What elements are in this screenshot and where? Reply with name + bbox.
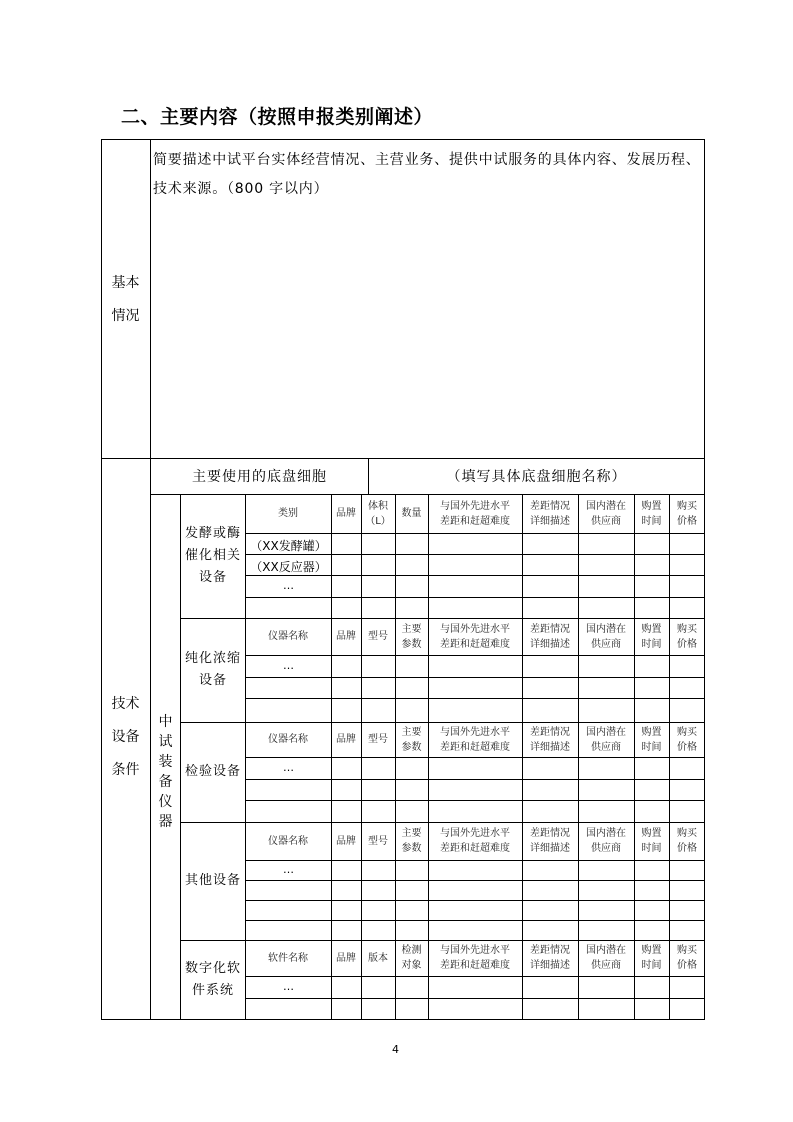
column-header: 差距情况 详细描述 (530, 500, 570, 527)
column-header: 品牌 (336, 508, 356, 519)
equipment-row-name[interactable]: … (283, 579, 294, 592)
column-header: 品牌 (336, 835, 356, 847)
basic-info-label: 基本 情况 (111, 275, 140, 324)
column-header: 购买 价格 (677, 726, 697, 753)
row-divider (245, 800, 705, 801)
header-divider (245, 533, 705, 534)
equipment-row-name[interactable]: … (283, 980, 294, 993)
column-header: 国内潜在 供应商 (586, 623, 626, 650)
column-header: 品牌 (336, 631, 356, 642)
column-header: 国内潜在 供应商 (586, 726, 626, 753)
row-divider (245, 575, 705, 576)
equipment-row-name[interactable]: … (283, 863, 294, 876)
row-divider (245, 698, 705, 699)
basic-info-description[interactable]: 简要描述中试平台实体经营情况、主营业务、提供中试服务的具体内容、发展历程、技术来源。（800 字以内） (153, 152, 701, 197)
header-divider (245, 655, 705, 656)
row-divider (245, 554, 705, 555)
column-header: 软件名称 (268, 952, 308, 964)
chassis-value[interactable]: （填写具体底盘细胞名称） (446, 469, 627, 485)
equipment-group-name: 数字化软 件系统 (184, 961, 241, 998)
column-header: 购置 时间 (641, 945, 662, 971)
group-divider (180, 618, 705, 619)
column-header: 仪器名称 (268, 835, 308, 847)
section-heading: 二、主要内容（按照申报类别阐述） (121, 106, 434, 128)
chassis-divider (368, 458, 369, 494)
page-number: 4 (392, 1043, 399, 1056)
column-header: 版本 (368, 952, 388, 964)
column-header: 国内潜在 供应商 (586, 500, 626, 527)
column-header: 品牌 (336, 734, 356, 745)
group-divider (180, 722, 705, 723)
column-header: 类别 (278, 508, 298, 519)
equipment-group-name: 发酵或酶 催化相关 设备 (184, 526, 241, 585)
column-header: 型号 (368, 734, 388, 745)
row-divider (245, 597, 705, 598)
column-header: 购置 时间 (641, 828, 662, 854)
equipment-group-name: 纯化浓缩 设备 (184, 651, 241, 688)
equipment-row-name[interactable]: … (283, 659, 294, 672)
column-header: 差距情况 详细描述 (530, 623, 570, 650)
column-header: 主要 参数 (401, 623, 422, 650)
column-header: 国内潜在 供应商 (586, 828, 626, 854)
column-header: 与国外先进水平 差距和赶超难度 (440, 500, 510, 527)
column-header: 与国外先进水平 差距和赶超难度 (440, 828, 510, 854)
column-header: 体积 （L） (365, 500, 391, 527)
column-header: 与国外先进水平 差距和赶超难度 (440, 945, 510, 971)
column-header: 主要 参数 (401, 828, 422, 854)
equipment-label: 中 试 装 备 仪 器 (158, 714, 173, 830)
equipment-group-name: 检验设备 (184, 764, 241, 779)
column-header: 国内潜在 供应商 (586, 945, 626, 971)
row-divider (245, 998, 705, 999)
column-header: 购置 时间 (641, 500, 662, 527)
header-divider (245, 860, 705, 861)
header-divider (245, 976, 705, 977)
column-header: 数量 (401, 508, 422, 519)
header-divider (245, 757, 705, 758)
column-header: 差距情况 详细描述 (530, 726, 570, 753)
equipment-row-name[interactable]: … (283, 761, 294, 774)
row-divider (245, 900, 705, 901)
column-header: 差距情况 详细描述 (530, 828, 570, 854)
row-divider (245, 920, 705, 921)
column-header: 与国外先进水平 差距和赶超难度 (440, 623, 510, 650)
chassis-label: 主要使用的底盘细胞 (192, 469, 327, 485)
column-header: 购买 价格 (677, 945, 697, 971)
column-header: 仪器名称 (268, 734, 308, 745)
column-header: 与国外先进水平 差距和赶超难度 (440, 726, 510, 753)
group-divider (180, 940, 705, 941)
equipment-row-name[interactable]: （XX发酵罐） (250, 538, 327, 553)
row-divider (245, 677, 705, 678)
section-divider (101, 458, 705, 459)
column-header: 仪器名称 (268, 631, 308, 642)
group-divider (180, 822, 705, 823)
column-header: 型号 (368, 631, 388, 642)
column-header: 购买 价格 (677, 623, 697, 650)
tech-label: 技术 设备 条件 (111, 696, 140, 778)
row-divider (245, 779, 705, 780)
column-header: 购买 价格 (677, 828, 697, 854)
equipment-row-name[interactable]: （XX反应器） (250, 559, 327, 574)
column-header: 型号 (368, 835, 388, 847)
label-column-divider (150, 139, 151, 1020)
column-header: 品牌 (336, 952, 356, 964)
row-divider (245, 880, 705, 881)
column-header: 差距情况 详细描述 (530, 945, 570, 971)
column-header: 购买 价格 (677, 500, 697, 527)
column-header: 购置 时间 (641, 623, 662, 650)
column-header: 检测 对象 (401, 945, 422, 971)
column-header: 主要 参数 (401, 726, 422, 753)
column-header: 购置 时间 (641, 726, 662, 753)
equipment-group-name: 其他设备 (184, 873, 241, 888)
